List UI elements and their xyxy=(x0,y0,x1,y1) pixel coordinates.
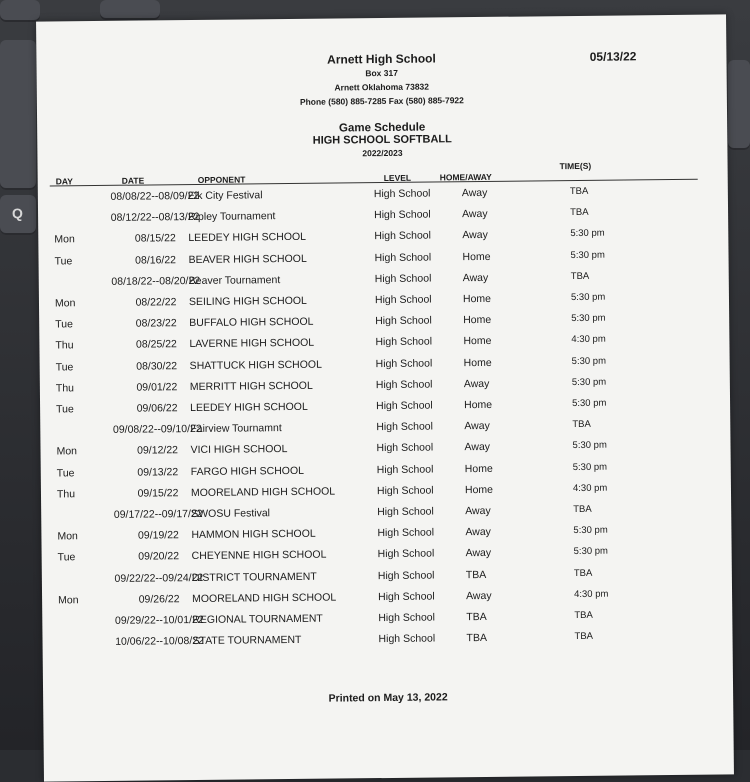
cell-opponent: REGIONAL TOURNAMENT xyxy=(192,613,323,626)
cell-home-away: Away xyxy=(465,526,491,538)
cell-date: 08/22/22 xyxy=(81,296,231,310)
cell-opponent: STATE TOURNAMENT xyxy=(192,634,301,647)
cell-level: High School xyxy=(376,400,433,413)
cell-level: High School xyxy=(377,463,434,476)
cell-day: Thu xyxy=(57,488,97,500)
cell-date: 08/25/22 xyxy=(81,338,231,352)
cell-home-away: Home xyxy=(462,250,490,262)
cell-opponent: MERRITT HIGH SCHOOL xyxy=(190,380,313,393)
cell-level: High School xyxy=(375,272,432,285)
col-date: DATE xyxy=(122,176,145,186)
cell-opponent: LEEDEY HIGH SCHOOL xyxy=(190,401,308,414)
cell-opponent: VICI HIGH SCHOOL xyxy=(190,443,287,456)
cell-time: TBA xyxy=(572,419,591,430)
cell-level: High School xyxy=(375,336,432,349)
cell-date: 08/08/22--08/09/22 xyxy=(80,190,230,204)
cell-time: 4:30 pm xyxy=(571,334,605,345)
cell-opponent: SWOSU Festival xyxy=(191,507,270,520)
cell-level: High School xyxy=(376,357,433,370)
cell-time: 5:30 pm xyxy=(571,292,605,303)
cell-home-away: TBA xyxy=(466,569,487,581)
cell-home-away: Away xyxy=(466,547,492,559)
cell-home-away: Away xyxy=(463,272,489,284)
cell-opponent: LEEDEY HIGH SCHOOL xyxy=(188,231,306,244)
cell-time: 5:30 pm xyxy=(570,228,604,239)
cell-date: 09/26/22 xyxy=(84,592,234,606)
cell-day: Tue xyxy=(57,467,97,479)
cell-opponent: LAVERNE HIGH SCHOOL xyxy=(189,337,314,350)
cell-time: 4:30 pm xyxy=(574,588,608,599)
cell-opponent: BUFFALO HIGH SCHOOL xyxy=(189,316,313,329)
cell-level: High School xyxy=(378,590,435,603)
cell-level: High School xyxy=(375,294,432,307)
cell-date: 09/06/22 xyxy=(82,402,232,416)
cell-home-away: Away xyxy=(462,187,488,199)
school-box: Box 317 xyxy=(37,62,727,83)
cell-time: 5:30 pm xyxy=(570,249,604,260)
cell-home-away: Away xyxy=(464,441,490,453)
cell-time: TBA xyxy=(570,207,589,218)
cell-date: 08/16/22 xyxy=(80,253,230,267)
cell-level: High School xyxy=(378,569,435,582)
keyboard-key xyxy=(0,0,40,22)
cell-time: TBA xyxy=(574,610,593,621)
cell-level: High School xyxy=(375,315,432,328)
keyboard-key xyxy=(728,60,750,150)
cell-time: TBA xyxy=(574,567,593,578)
cell-home-away: Away xyxy=(465,505,491,517)
cell-time: 5:30 pm xyxy=(571,313,605,324)
cell-level: High School xyxy=(374,209,431,222)
cell-time: 4:30 pm xyxy=(573,482,607,493)
cell-opponent: SEILING HIGH SCHOOL xyxy=(189,295,307,308)
cell-opponent: BEAVER HIGH SCHOOL xyxy=(188,252,306,265)
cell-home-away: Home xyxy=(463,335,491,347)
letterhead xyxy=(36,48,727,161)
cell-day: Tue xyxy=(56,361,96,373)
cell-day: Mon xyxy=(56,445,96,457)
cell-level: High School xyxy=(377,484,434,497)
cell-opponent: FARGO HIGH SCHOOL xyxy=(191,464,304,477)
cell-home-away: Home xyxy=(463,293,491,305)
cell-time: 5:30 pm xyxy=(573,461,607,472)
cell-date: 08/18/22--08/20/22 xyxy=(81,274,231,288)
cell-level: High School xyxy=(374,251,431,264)
cell-level: High School xyxy=(378,611,435,624)
cell-time: TBA xyxy=(570,186,589,197)
cell-level: High School xyxy=(374,230,431,243)
cell-level: High School xyxy=(377,527,434,540)
col-opponent: OPPONENT xyxy=(198,174,246,184)
cell-time: TBA xyxy=(573,504,592,515)
cell-date: 09/13/22 xyxy=(83,465,233,479)
cell-day: Tue xyxy=(54,255,94,267)
cell-home-away: Home xyxy=(463,314,491,326)
cell-time: 5:30 pm xyxy=(574,546,608,557)
cell-date: 09/22/22--09/24/22 xyxy=(84,571,234,585)
cell-date: 09/01/22 xyxy=(82,380,232,394)
cell-day: Tue xyxy=(56,403,96,415)
cell-time: 5:30 pm xyxy=(572,355,606,366)
cell-day: Mon xyxy=(54,233,94,245)
cell-opponent: HAMMON HIGH SCHOOL xyxy=(191,528,315,541)
cell-home-away: Home xyxy=(464,356,492,368)
cell-level: High School xyxy=(376,378,433,391)
school-address: Arnett Oklahoma 73832 xyxy=(37,76,727,97)
cell-home-away: Home xyxy=(465,462,493,474)
cell-opponent: MOORELAND HIGH SCHOOL xyxy=(192,591,336,605)
cell-date: 09/12/22 xyxy=(82,444,232,458)
school-name: Arnett High School xyxy=(36,48,726,69)
cell-opponent: SHATTUCK HIGH SCHOOL xyxy=(190,358,322,371)
cell-level: High School xyxy=(376,442,433,455)
cell-level: High School xyxy=(374,188,431,201)
cell-home-away: Away xyxy=(462,229,488,241)
cell-level: High School xyxy=(376,421,433,434)
cell-day: Mon xyxy=(58,594,98,606)
cell-date: 09/19/22 xyxy=(83,529,233,543)
cell-date: 09/20/22 xyxy=(84,550,234,564)
cell-day: Tue xyxy=(58,551,98,563)
cell-date: 09/08/22--09/10/22 xyxy=(82,423,232,437)
printed-on: Printed on May 13, 2022 xyxy=(43,688,733,707)
schedule-sport: HIGH SCHOOL SOFTBALL xyxy=(37,130,727,149)
cell-opponent: Fairview Tournamnt xyxy=(190,422,282,435)
cell-home-away: Away xyxy=(462,208,488,220)
cell-opponent: CHEYENNE HIGH SCHOOL xyxy=(192,549,327,562)
cell-day: Thu xyxy=(55,339,95,351)
cell-home-away: Away xyxy=(464,420,490,432)
schedule-paper xyxy=(36,14,734,781)
cell-date: 10/06/22--10/08/22 xyxy=(84,635,234,649)
keyboard-key xyxy=(0,40,36,190)
cell-date: 09/17/22--09/17/22 xyxy=(83,508,233,522)
cell-opponent: DISTRICT TOURNAMENT xyxy=(192,570,317,583)
cell-home-away: Home xyxy=(465,484,493,496)
cell-time: 5:30 pm xyxy=(572,376,606,387)
cell-date: 09/15/22 xyxy=(83,486,233,500)
cell-home-away: Away xyxy=(464,378,490,390)
cell-level: High School xyxy=(377,505,434,518)
school-phone-fax: Phone (580) 885-7285 Fax (580) 885-7922 xyxy=(37,90,727,111)
cell-home-away: TBA xyxy=(466,632,487,644)
cell-time: TBA xyxy=(574,631,593,642)
cell-day: Mon xyxy=(57,530,97,542)
cell-home-away: Away xyxy=(466,590,492,602)
keyboard-key xyxy=(100,0,160,20)
cell-date: 08/12/22--08/13/22 xyxy=(80,211,230,225)
schedule-title: Game Schedule xyxy=(37,118,727,137)
col-day: DAY xyxy=(56,176,73,186)
cell-home-away: Home xyxy=(464,399,492,411)
cell-home-away: TBA xyxy=(466,611,487,623)
cell-opponent: Beaver Tournament xyxy=(189,274,281,287)
cell-opponent: MOORELAND HIGH SCHOOL xyxy=(191,485,335,499)
col-home-away: HOME/AWAY xyxy=(440,172,492,183)
keyboard-key-label: Q xyxy=(12,205,23,221)
cell-opponent: Elk City Festival xyxy=(188,189,263,202)
cell-level: High School xyxy=(378,548,435,561)
print-date: 05/13/22 xyxy=(590,49,637,63)
col-time: TIME(S) xyxy=(560,161,592,171)
column-headers xyxy=(38,169,728,176)
cell-opponent: Ripley Tournament xyxy=(188,210,275,223)
cell-level: High School xyxy=(378,633,435,646)
cell-time: 5:30 pm xyxy=(573,525,607,536)
schedule-season: 2022/2023 xyxy=(37,144,727,161)
cell-time: 5:30 pm xyxy=(572,398,606,409)
cell-time: 5:30 pm xyxy=(572,440,606,451)
cell-date: 08/23/22 xyxy=(81,317,231,331)
col-level: LEVEL xyxy=(384,173,412,183)
cell-day: Thu xyxy=(56,382,96,394)
cell-day: Tue xyxy=(55,318,95,330)
cell-date: 08/15/22 xyxy=(80,232,230,246)
cell-date: 09/29/22--10/01/22 xyxy=(84,614,234,628)
cell-day: Mon xyxy=(55,297,95,309)
cell-time: TBA xyxy=(571,271,590,282)
cell-date: 08/30/22 xyxy=(82,359,232,373)
